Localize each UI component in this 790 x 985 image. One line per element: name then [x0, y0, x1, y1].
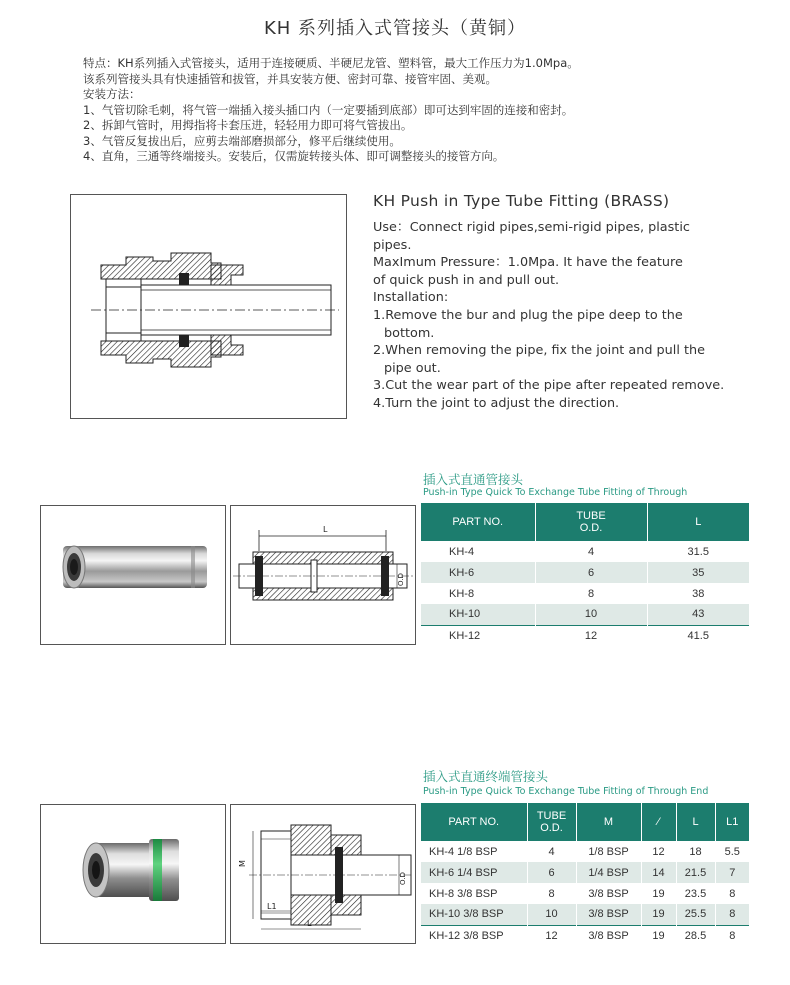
col-header-part: PART NO.: [421, 803, 527, 841]
fitting-photo-svg: [41, 506, 225, 644]
en-line: pipe out.: [384, 360, 441, 376]
dim-l-label: L: [323, 525, 328, 534]
dim-l-label-2: L: [307, 919, 312, 928]
table-row: KH-12 3/8 BSP 12 3/8 BSP 19 28.5 8: [421, 925, 749, 946]
en-line: Installation:: [373, 290, 449, 306]
dim-od-label-2: O.D: [399, 872, 407, 885]
en-line: MaxImum Pressure：1.0Mpa. It have the feature: [373, 255, 683, 271]
col-header-tube: TUBE O.D.: [527, 803, 576, 841]
fitting-photo-end: [40, 804, 226, 944]
cn-desc-line: 该系列管接头具有快速插管和拔管，并具安装方便、密封可靠、接管牢固、美观。: [83, 71, 497, 86]
col-header-tube: TUBE O.D.: [535, 503, 647, 541]
cn-description: [83, 56, 579, 165]
en-line: 3.Cut the wear part of the pipe after repeated remove.: [373, 378, 725, 394]
through-dimension-drawing: [230, 505, 416, 645]
cross-section-svg: [71, 195, 346, 418]
fitting-end-photo-svg: [41, 805, 225, 943]
en-line: Use：Connect rigid pipes,semi-rigid pipes, plastic: [373, 220, 690, 235]
en-line: bottom.: [384, 325, 435, 341]
table-row: KH-10 3/8 BSP 10 3/8 BSP 19 25.5 8: [421, 904, 749, 925]
en-line: of quick push in and pull out.: [373, 272, 560, 288]
table-row: KH-4 4 31.5: [421, 541, 749, 562]
table-row: KH-10 10 43: [421, 604, 749, 625]
en-title: KH Push in Type Tube Fitting (BRASS): [373, 192, 670, 210]
cn-desc-line: 4、直角，三通等终端接头。安装后，仅需旋转接头体、即可调整接头的接管方向。: [83, 149, 505, 163]
through-dimension-svg: [231, 506, 415, 644]
table-row: KH-6 6 35: [421, 562, 749, 583]
cn-desc-line: 安装方法：: [83, 87, 141, 101]
cn-desc-line: 3、气管反复拔出后，应剪去端部磨损部分，修平后继续使用。: [83, 133, 401, 148]
col-header-hex: ⁄: [641, 803, 676, 841]
end-dimension-drawing: [230, 804, 416, 944]
dim-m-label: M: [238, 860, 247, 867]
end-dimension-svg: [231, 805, 415, 943]
fitting-photo-through: [40, 505, 226, 645]
dim-od-label: O.D: [397, 573, 405, 586]
section1-title-en: Push-in Type Quick To Exchange Tube Fitting of Through: [423, 487, 688, 498]
col-header-l1: L1: [715, 803, 749, 841]
en-line: 1.Remove the bur and plug the pipe deep to the: [373, 307, 683, 323]
en-line: 2.When removing the pipe, fix the joint and pull the: [373, 343, 705, 359]
section2-title-en: Push-in Type Quick To Exchange Tube Fitting of Through End: [423, 786, 709, 797]
page-title: KH 系列插入式管接头（黄铜）: [263, 18, 527, 39]
english-description: [373, 192, 743, 413]
table-row: KH-4 1/8 BSP 4 1/8 BSP 12 18 5.5: [421, 841, 749, 862]
col-header-m: M: [576, 803, 641, 841]
col-header-l: L: [676, 803, 715, 841]
dim-l1-label: L1: [267, 902, 277, 911]
en-line: pipes.: [373, 237, 412, 253]
cross-section-drawing: [70, 194, 347, 419]
cn-desc-line: 特点：KH系列插入式管接头，适用于连接硬质、半硬尼龙管、塑料管，最大工作压力为1.0Mpa。: [83, 56, 579, 70]
section1-title-cn: 插入式直通管接头: [423, 472, 524, 487]
table-row: KH-8 8 38: [421, 583, 749, 604]
spec-table-through: [421, 503, 749, 646]
section2-title-cn: 插入式直通终端管接头: [423, 769, 549, 784]
en-line: 4.Turn the joint to adjust the direction.: [373, 395, 620, 411]
table-row: KH-12 12 41.5: [421, 625, 749, 646]
col-header-part: PART NO.: [421, 503, 535, 541]
cn-desc-line: 2、拆卸气管时，用拇指将卡套压进，轻轻用力即可将气管拔出。: [83, 118, 413, 132]
cn-desc-line: 1、气管切除毛刺，将气管一端插入接头插口内（一定要插到底部）即可达到牢固的连接和密封。: [83, 102, 574, 117]
col-header-l: L: [647, 503, 749, 541]
table-row: KH-6 1/4 BSP 6 1/4 BSP 14 21.5 7: [421, 862, 749, 883]
table-row: KH-8 3/8 BSP 8 3/8 BSP 19 23.5 8: [421, 883, 749, 904]
spec-table-end: [421, 803, 749, 946]
